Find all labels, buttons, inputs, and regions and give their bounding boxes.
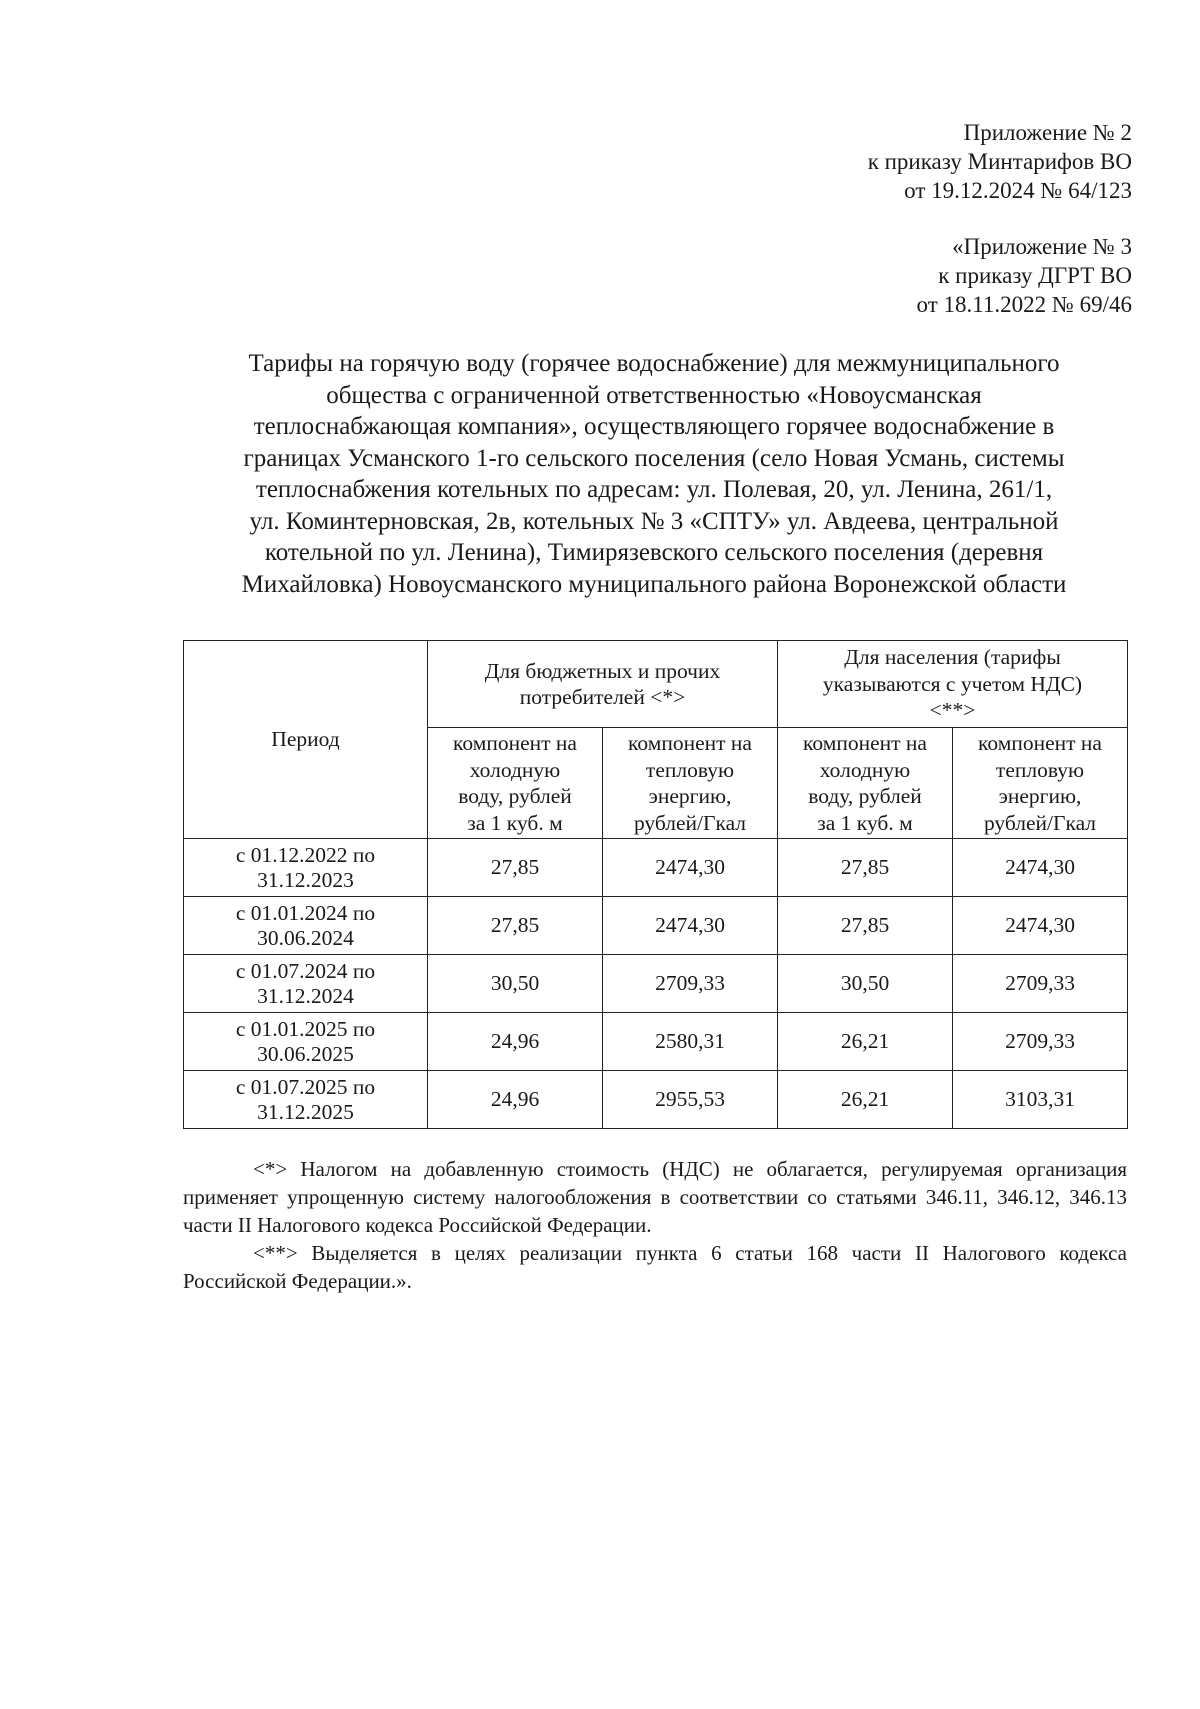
period-cell: с 01.07.2024 по 31.12.2024 — [184, 955, 428, 1013]
period-cell: с 01.07.2025 по 31.12.2025 — [184, 1071, 428, 1129]
appendix-quoted-line1: «Приложение № 3 — [952, 234, 1132, 259]
budget-cold-cell: 24,96 — [428, 1013, 603, 1071]
tariff-table — [183, 640, 1128, 1129]
appendix-main-line2: к приказу Минтарифов ВО — [867, 149, 1132, 174]
appendix-header-quoted — [917, 232, 1132, 319]
title-line: Михайловка) Новоусманского муниципального района Воронежской области — [241, 570, 1067, 598]
table-row — [184, 1013, 1128, 1071]
title-line: теплоснабжающая компания», осуществляющего горячее водоснабжение в — [253, 413, 1055, 440]
budget-consumers-header: Для бюджетных и прочих потребителей <*> — [428, 641, 778, 728]
title-line: теплоснабжения котельных по адресам: ул. Полевая, 20, ул. Ленина, 261/1, — [255, 476, 1053, 503]
appendix-quoted-line3: от 18.11.2022 № 69/46 — [916, 292, 1132, 317]
budget-heat-cell: 2955,53 — [603, 1071, 778, 1129]
table-row — [184, 839, 1128, 897]
footnotes — [183, 1155, 1127, 1295]
budget-heat-cell: 2580,31 — [603, 1013, 778, 1071]
appendix-quoted-line2: к приказу ДГРТ ВО — [938, 263, 1132, 288]
table-row — [184, 955, 1128, 1013]
appendix-main-line3: от 19.12.2024 № 64/123 — [904, 178, 1132, 203]
budget-cold-cell: 30,50 — [428, 955, 603, 1013]
budget-heat-cell: 2474,30 — [603, 839, 778, 897]
period-cell: с 01.01.2024 по 30.06.2024 — [184, 897, 428, 955]
footnote-vat-included: <**> Выделяется в целях реализации пункта 6 статьи 168 части II Налогового кодекса Российской Федерации.». — [183, 1241, 1127, 1293]
title-line: общества с ограниченной ответственностью «Новоусманская — [326, 381, 982, 409]
budget-heat-cell: 2709,33 — [603, 955, 778, 1013]
period-cell: с 01.12.2022 по 31.12.2023 — [184, 839, 428, 897]
population-heat-cell: 2709,33 — [953, 955, 1128, 1013]
population-header: Для населения (тарифы указываются с учетом НДС) <**> — [778, 641, 1128, 728]
title-line: ул. Коминтерновская, 2в, котельных № 3 «СПТУ» ул. Авдеева, центральной — [249, 507, 1059, 535]
title-line: котельной по ул. Ленина), Тимирязевского сельского поселения (деревня — [264, 539, 1044, 566]
title-line: Тарифы на горячую воду (горячее водоснабжение) для межмуниципального — [248, 350, 1060, 377]
document-title — [184, 348, 1124, 600]
population-cold-cell: 30,50 — [778, 955, 953, 1013]
budget-cold-cell: 27,85 — [428, 839, 603, 897]
budget-cold-water-header: компонент на холодную воду, рублей за 1 куб. м — [428, 728, 603, 839]
table-row — [184, 897, 1128, 955]
population-cold-cell: 27,85 — [778, 897, 953, 955]
budget-cold-cell: 24,96 — [428, 1071, 603, 1129]
population-heat-cell: 2474,30 — [953, 897, 1128, 955]
population-heat-cell: 3103,31 — [953, 1071, 1128, 1129]
population-cold-cell: 26,21 — [778, 1071, 953, 1129]
table-row — [184, 1071, 1128, 1129]
period-cell: с 01.01.2025 по 30.06.2025 — [184, 1013, 428, 1071]
appendix-main-line1: Приложение № 2 — [963, 120, 1132, 145]
footnote-vat-exempt: <*> Налогом на добавленную стоимость (НДС) не облагается, регулируемая организация применяет упрощенную систему налогообложения в соответствии со статьями 346.11, 346.12, 346.13 части II Налогового кодекса Российской Федерации. — [183, 1157, 1127, 1237]
budget-heat-energy-header: компонент на тепловую энергию, рублей/Гкал — [603, 728, 778, 839]
population-cold-cell: 27,85 — [778, 839, 953, 897]
table-header-row — [184, 641, 1128, 728]
appendix-header-main — [868, 118, 1132, 205]
population-heat-cell: 2474,30 — [953, 839, 1128, 897]
period-header: Период — [184, 641, 428, 839]
budget-heat-cell: 2474,30 — [603, 897, 778, 955]
population-cold-water-header: компонент на холодную воду, рублей за 1 куб. м — [778, 728, 953, 839]
population-heat-cell: 2709,33 — [953, 1013, 1128, 1071]
population-cold-cell: 26,21 — [778, 1013, 953, 1071]
title-line: границах Усманского 1-го сельского поселения (село Новая Усмань, системы — [243, 444, 1065, 472]
population-heat-energy-header: компонент на тепловую энергию, рублей/Гкал — [953, 728, 1128, 839]
budget-cold-cell: 27,85 — [428, 897, 603, 955]
